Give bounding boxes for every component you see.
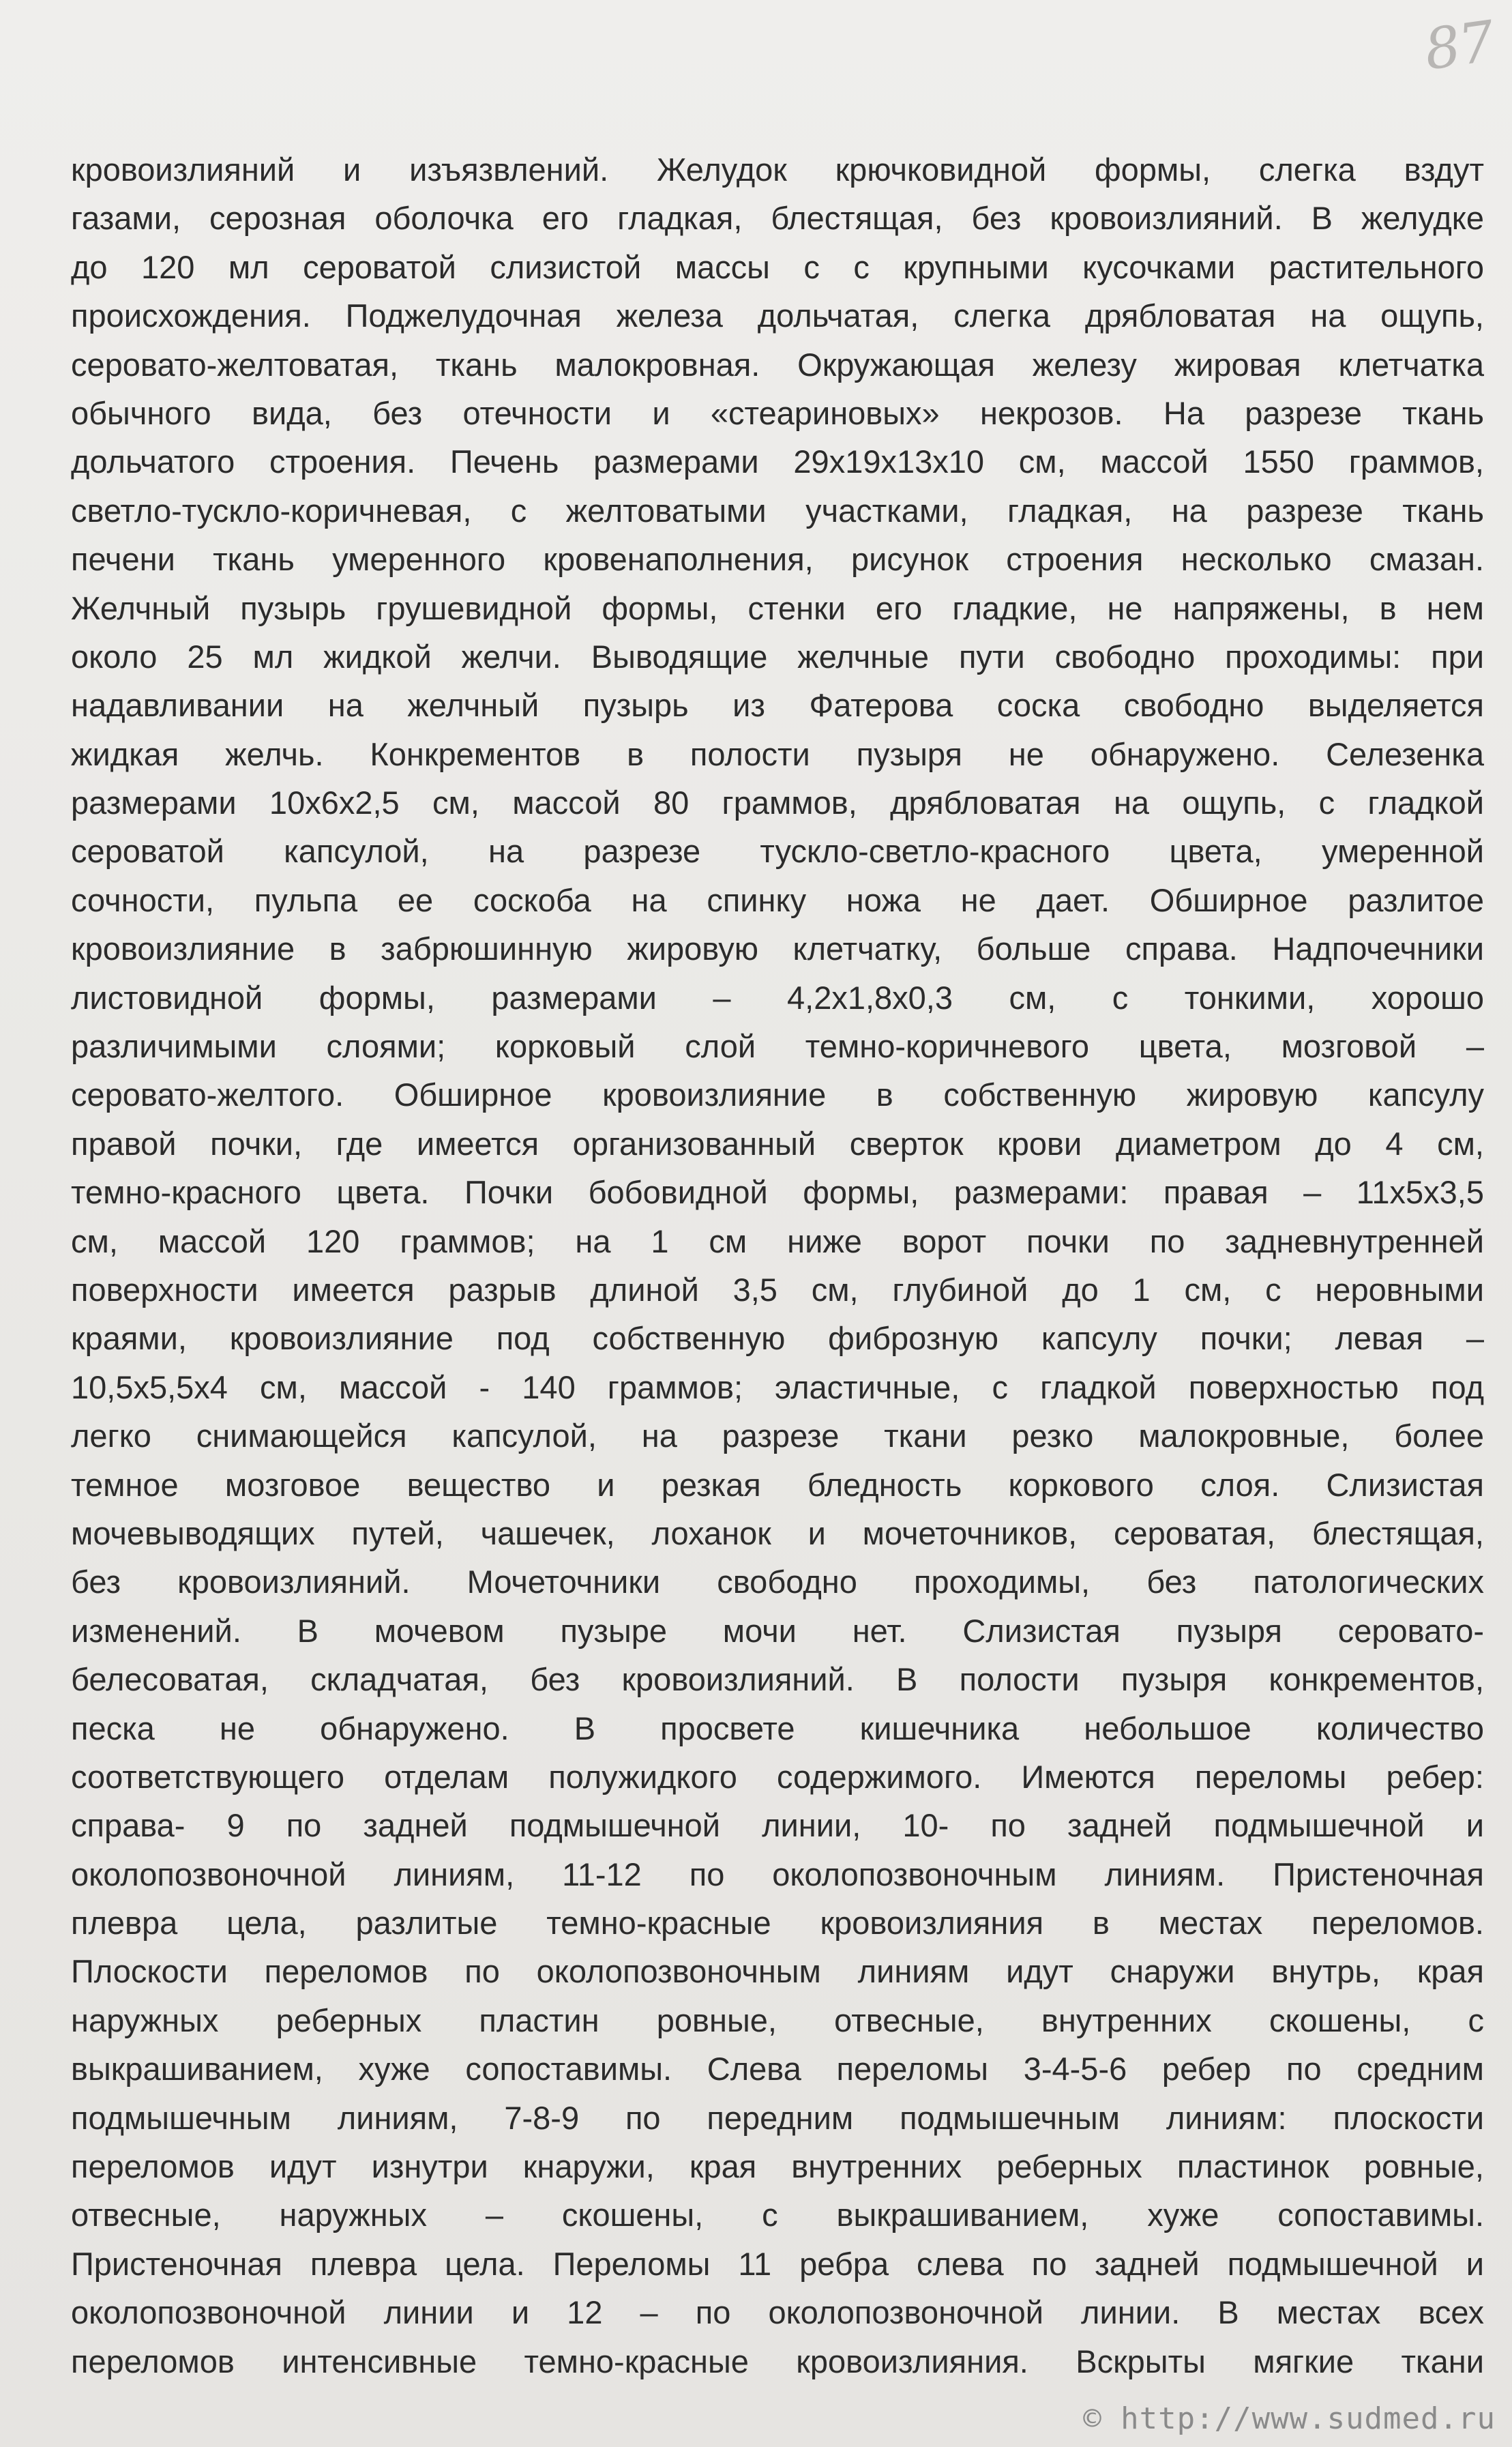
text-line: без кровоизлияний. Мочеточники свободно проходимы, без патологических [71, 1564, 1484, 1600]
text-line: надавливании на желчный пузырь из Фатерова соска свободно выделяется [71, 687, 1484, 724]
text-line: правой почки, где имеется организованный сверток крови диаметром до 4 см, [71, 1125, 1484, 1162]
text-line: песка не обнаружено. В просвете кишечника небольшое количество [71, 1710, 1484, 1746]
text-line: светло-тускло-коричневая, с желтоватыми участками, гладкая, на разрезе ткань [71, 492, 1484, 529]
text-line: краями, кровоизлияние под собственную фиброзную капсулу почки; левая – [71, 1320, 1484, 1357]
text-line: Пристеночная плевра цела. Переломы 11 ребра слева по задней подмышечной и [71, 2245, 1484, 2282]
autopsy-report-text [71, 145, 1484, 2386]
text-line: происхождения. Поджелудочная железа дольчатая, слегка дрябловатая на ощупь, [71, 297, 1484, 334]
text-line: до 120 мл сероватой слизистой массы с с крупными кусочками растительного [71, 248, 1484, 285]
text-line: белесоватая, складчатая, без кровоизлияний. В полости пузыря конкрементов, [71, 1661, 1484, 1698]
text-line: темное мозговое вещество и резкая бледность коркового слоя. Слизистая [71, 1466, 1484, 1503]
text-line: выкрашиванием, хуже сопоставимы. Слева переломы 3-4-5-6 ребер по средним [71, 2051, 1484, 2087]
text-line: околопозвоночной линии и 12 – по околопозвоночной линии. В местах всех [71, 2294, 1484, 2331]
text-line: кровоизлияний и изъязвлений. Желудок крючковидной формы, слегка вздут [71, 151, 1484, 188]
text-line: подмышечным линиям, 7-8-9 по передним подмышечным линиям: плоскости [71, 2099, 1484, 2136]
text-line: наружных реберных пластин ровные, отвесные, внутренних скошены, с [71, 2002, 1484, 2038]
text-line: справа- 9 по задней подмышечной линии, 10- по задней подмышечной и [71, 1807, 1484, 1844]
text-line: переломов идут изнутри кнаружи, края внутренних реберных пластинок ровные, [71, 2148, 1484, 2185]
text-line: околопозвоночной линиям, 11-12 по околопозвоночным линиям. Пристеночная [71, 1856, 1484, 1892]
text-line: листовидной формы, размерами – 4,2х1,8х0,3 см, с тонкими, хорошо [71, 979, 1484, 1016]
text-line: жидкая желчь. Конкрементов в полости пузыря не обнаружено. Селезенка [71, 735, 1484, 772]
text-line: 10,5х5,5х4 см, массой - 140 граммов; эластичные, с гладкой поверхностью под [71, 1368, 1484, 1405]
text-line: около 25 мл жидкой желчи. Выводящие желчные пути свободно проходимы: при [71, 638, 1484, 675]
handwritten-page-number: 87 [1420, 9, 1498, 83]
text-line: Желчный пузырь грушевидной формы, стенки его гладкие, не напряжены, в нем [71, 589, 1484, 626]
text-line: легко снимающейся капсулой, на разрезе ткани резко малокровные, более [71, 1418, 1484, 1454]
text-line: плевра цела, разлитые темно-красные кровоизлияния в местах переломов. [71, 1905, 1484, 1942]
text-line: дольчатого строения. Печень размерами 29х19х13х10 см, массой 1550 граммов, [71, 443, 1484, 480]
text-line: различимыми слоями; корковый слой темно-коричневого цвета, мозговой – [71, 1028, 1484, 1065]
text-line: отвесные, наружных – скошены, с выкрашиванием, хуже сопоставимы. [71, 2197, 1484, 2233]
text-line: газами, серозная оболочка его гладкая, блестящая, без кровоизлияний. В желудке [71, 200, 1484, 237]
text-line: размерами 10х6х2,5 см, массой 80 граммов, дрябловатая на ощупь, с гладкой [71, 785, 1484, 821]
text-line: изменений. В мочевом пузыре мочи нет. Слизистая пузыря серовато- [71, 1612, 1484, 1649]
text-line: Плоскости переломов по околопозвоночным линиям идут снаружи внутрь, края [71, 1953, 1484, 1990]
text-line: мочевыводящих путей, чашечек, лоханок и мочеточников, сероватая, блестящая, [71, 1514, 1484, 1551]
text-line: кровоизлияние в забрюшинную жировую клетчатку, больше справа. Надпочечники [71, 931, 1484, 967]
text-line: сочности, пульпа ее соскоба на спинку ножа не дает. Обширное разлитое [71, 881, 1484, 918]
text-line: поверхности имеется разрыв длиной 3,5 см, глубиной до 1 см, с неровными [71, 1271, 1484, 1308]
text-line: см, массой 120 граммов; на 1 см ниже ворот почки по задневнутренней [71, 1222, 1484, 1259]
copyright-watermark: © http://www.sudmed.ru [1083, 2401, 1496, 2436]
text-line: переломов интенсивные темно-красные кровоизлияния. Вскрыты мягкие ткани [71, 2343, 1484, 2379]
text-line: темно-красного цвета. Почки бобовидной формы, размерами: правая – 11х5х3,5 [71, 1174, 1484, 1211]
text-line: соответствующего отделам полужидкого содержимого. Имеются переломы ребер: [71, 1758, 1484, 1795]
text-line: серовато-желтого. Обширное кровоизлияние в собственную жировую капсулу [71, 1076, 1484, 1113]
text-line: сероватой капсулой, на разрезе тускло-светло-красного цвета, умеренной [71, 833, 1484, 870]
text-line: обычного вида, без отечности и «стеариновых» некрозов. На разрезе ткань [71, 394, 1484, 431]
text-line: печени ткань умеренного кровенаполнения, рисунок строения несколько смазан. [71, 541, 1484, 578]
text-line: серовато-желтоватая, ткань малокровная. Окружающая железу жировая клетчатка [71, 346, 1484, 383]
